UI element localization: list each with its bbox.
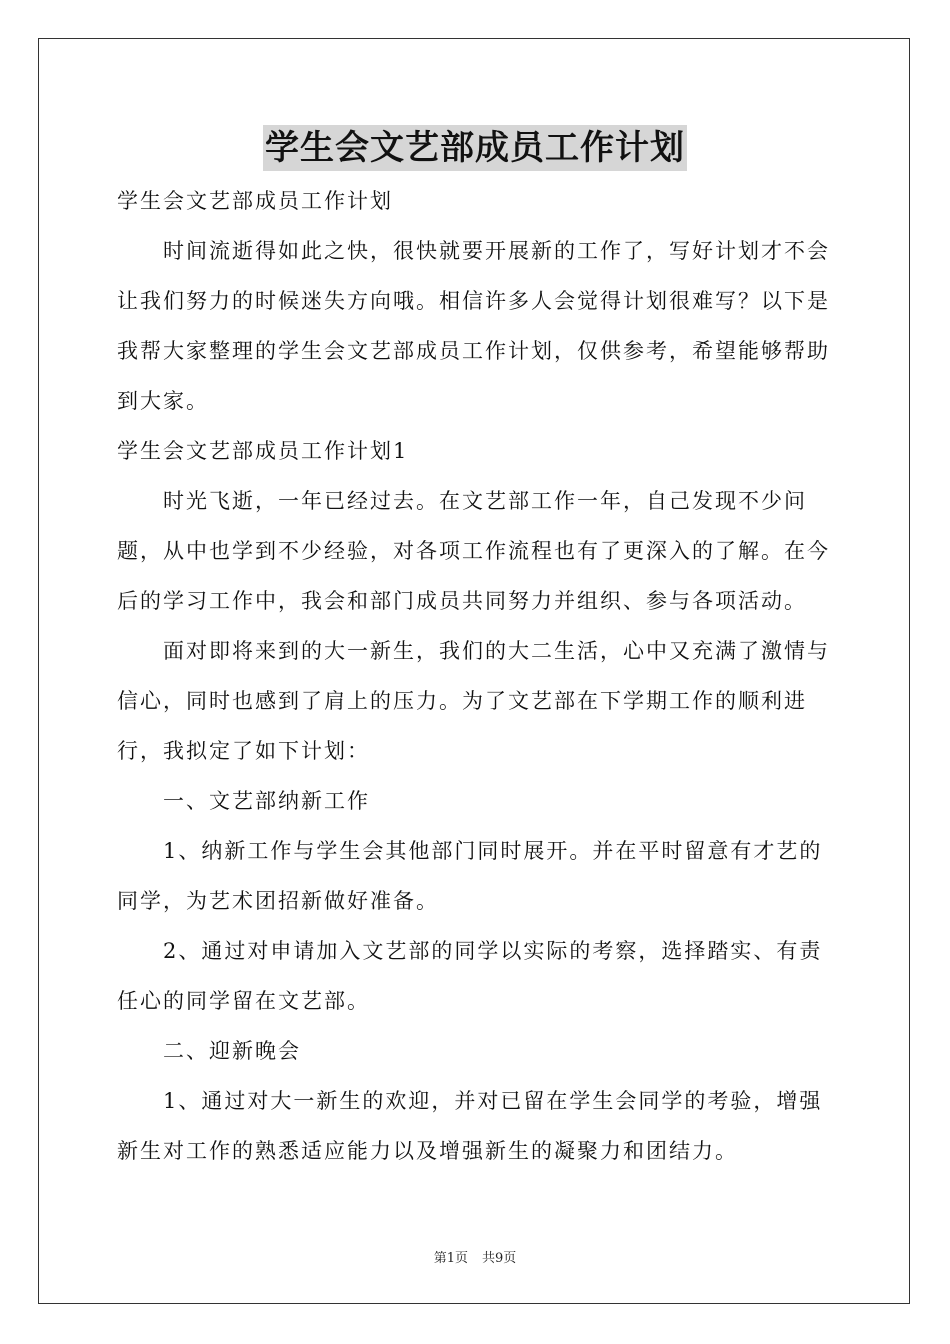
paragraph: 1、纳新工作与学生会其他部门同时展开。并在平时留意有才艺的同学，为艺术团招新做好准备。 (117, 839, 823, 913)
paragraph: 一、文艺部纳新工作 (163, 789, 370, 813)
paragraph: 时光飞逝，一年已经过去。在文艺部工作一年，自己发现不少问题，从中也学到不少经验，对各项工作流程也有了更深入的了解。在今后的学习工作中，我会和部门成员共同努力并组织、参与各项活动。 (117, 489, 830, 613)
page-total: 共9页 (482, 1251, 517, 1266)
page-number: 第1页 (433, 1251, 468, 1266)
page-footer (0, 1247, 950, 1266)
paragraph: 时间流逝得如此之快，很快就要开展新的工作了，写好计划才不会让我们努力的时候迷失方向哦。相信许多人会觉得计划很难写？以下是我帮大家整理的学生会文艺部成员工作计划，仅供参考，希望能够帮助到大家。 (117, 239, 830, 413)
paragraph: 学生会文艺部成员工作计划1 (117, 439, 409, 463)
paragraph: 面对即将来到的大一新生，我们的大二生活，心中又充满了激情与信心，同时也感到了肩上的压力。为了文艺部在下学期工作的顺利进行，我拟定了如下计划： (117, 639, 830, 763)
paragraph: 学生会文艺部成员工作计划 (117, 189, 393, 213)
paragraph: 1、通过对大一新生的欢迎，并对已留在学生会同学的考验，增强新生对工作的熟悉适应能力以及增强新生的凝聚力和团结力。 (117, 1089, 823, 1163)
title-container (0, 125, 950, 171)
paragraph: 2、通过对申请加入文艺部的同学以实际的考察，选择踏实、有责任心的同学留在文艺部。 (117, 939, 823, 1013)
document-body (117, 176, 837, 1176)
document-title: 学生会文艺部成员工作计划 (263, 125, 687, 171)
paragraph: 二、迎新晚会 (163, 1039, 301, 1063)
